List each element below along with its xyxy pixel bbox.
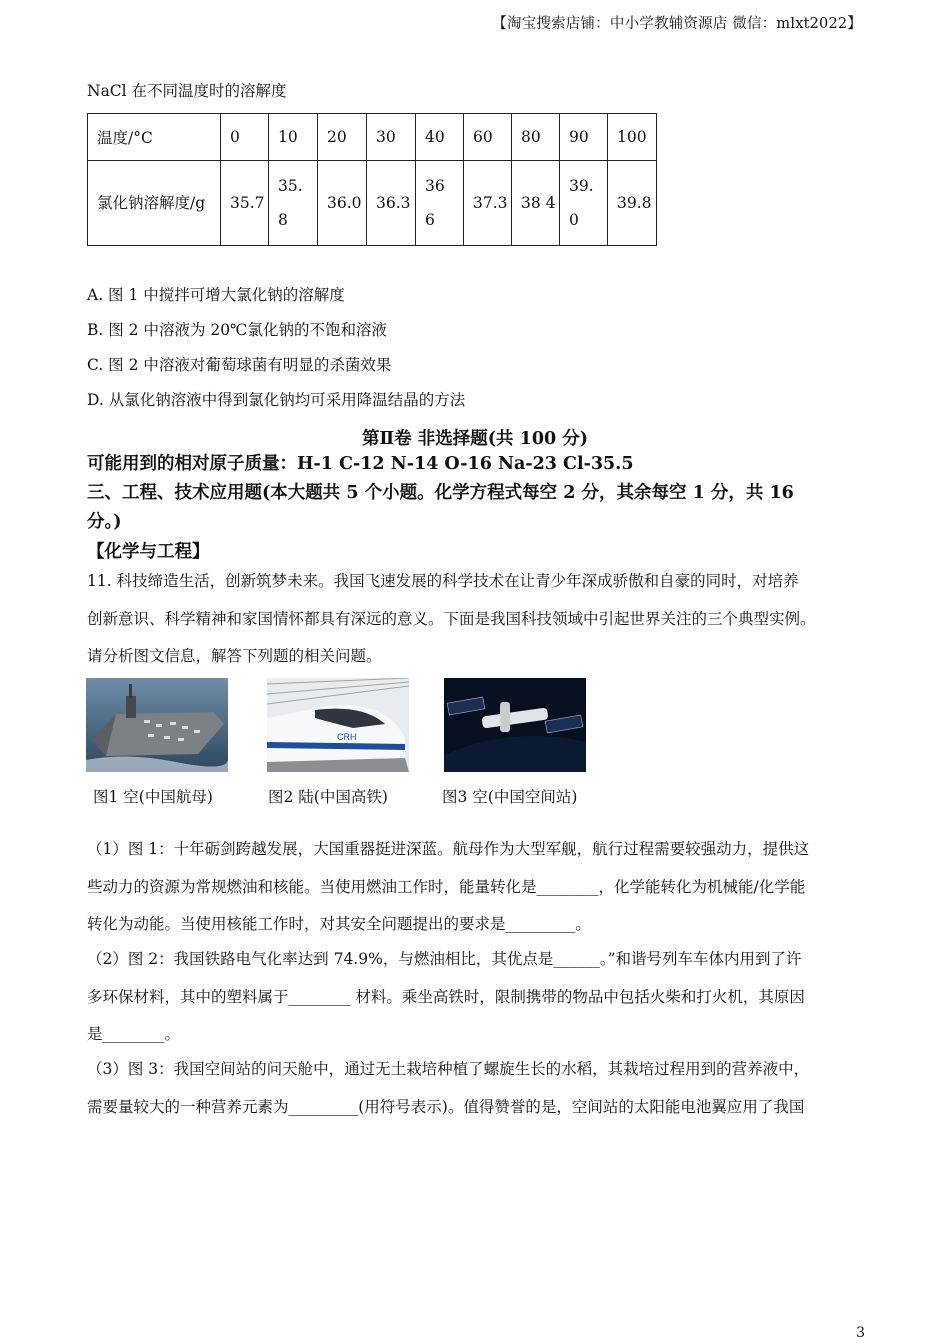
temperature-label: 温度/°C [88, 114, 221, 161]
temperature-cell: 40 [416, 114, 464, 161]
option-a: A. 图 1 中搅拌可增大氯化钠的溶解度 [87, 286, 345, 304]
option-b: B. 图 2 中溶液为 20℃氯化钠的不饱和溶液 [87, 321, 387, 339]
solubility-cell: 39. 0 [560, 161, 608, 246]
atomic-mass-line: 可能用到的相对原子质量：H-1 C-12 N-14 O-16 Na-23 Cl-35.5 [87, 454, 634, 474]
solubility-cell: 35.7 [221, 161, 269, 246]
q1-text-line: 些动力的资源为常规燃油和核能。当使用燃油工作时，能量转化是________，化学能转化为机械能/化学能 [87, 878, 806, 896]
temperature-row [88, 114, 657, 161]
q2-text-line: （2）图 2：我国铁路电气化率达到 74.9%，与燃油相比，其优点是______。”和谐号列车车体内用到了许 [87, 950, 802, 968]
q11-text-line: 11. 科技缔造生活，创新筑梦未来。我国飞速发展的科学技术在让青少年深成骄傲和自豪的同时，对培养 [87, 572, 799, 590]
solubility-table [87, 113, 657, 246]
option-c: C. 图 2 中溶液对葡萄球菌有明显的杀菌效果 [87, 356, 392, 374]
temperature-cell: 30 [367, 114, 416, 161]
solubility-cell: 38 4 [512, 161, 560, 246]
q1-text-line: （1）图 1：十年砺剑跨越发展，大国重器挺进深蓝。航母作为大型军舰，航行过程需要较强动力，提供这 [87, 840, 810, 858]
page-header: 【淘宝搜索店铺：中小学教辅资源店 微信：mlxt2022】 [492, 16, 862, 32]
option-d: D. 从氯化钠溶液中得到氯化钠均可采用降温结晶的方法 [87, 391, 466, 409]
solubility-cell: 35. 8 [269, 161, 318, 246]
temperature-cell: 100 [608, 114, 657, 161]
solubility-label: 氯化钠溶解度/g [88, 161, 221, 246]
figure3-caption: 图3 空(中国空间站) [442, 788, 578, 806]
solubility-cell: 36 6 [416, 161, 464, 246]
temperature-cell: 20 [318, 114, 367, 161]
high-speed-train-photo [267, 678, 409, 772]
q1-text-line: 转化为动能。当使用核能工作时，对其安全问题提出的要求是_________。 [87, 915, 591, 933]
figure2-caption: 图2 陆(中国高铁) [268, 788, 388, 806]
temperature-cell: 60 [464, 114, 512, 161]
solubility-row [88, 161, 657, 246]
solubility-cell: 36.0 [318, 161, 367, 246]
temperature-cell: 10 [269, 114, 318, 161]
solubility-cell: 37.3 [464, 161, 512, 246]
subsection-title: 【化学与工程】 [87, 542, 210, 562]
solubility-cell: 39.8 [608, 161, 657, 246]
aircraft-carrier-photo [86, 678, 228, 772]
temperature-cell: 90 [560, 114, 608, 161]
q11-text-line: 请分析图文信息，解答下列题的相关问题。 [87, 647, 382, 665]
q2-text-line: 是________。 [87, 1025, 181, 1043]
page-number: 3 [856, 1325, 865, 1341]
space-station-photo [444, 678, 586, 772]
q3-text-line: 需要量较大的一种营养元素为_________(用符号表示)。值得赞誉的是，空间站的太阳能电池翼应用了我国 [87, 1098, 805, 1116]
part2-title: 第Ⅱ卷 非选择题(共 100 分) [361, 429, 589, 449]
q2-text-line: 多环保材料，其中的塑料属于________ 材料。乘坐高铁时，限制携带的物品中包括火柴和打火机，其原因 [87, 988, 805, 1006]
q3-text-line: （3）图 3：我国空间站的问天舱中，通过无土栽培种植了螺旋生长的水稻，其栽培过程用到的营养液中， [87, 1060, 810, 1078]
table-title: NaCl 在不同温度时的溶解度 [87, 82, 287, 100]
temperature-cell: 80 [512, 114, 560, 161]
section3-heading: 三、工程、技术应用题(本大题共 5 个小题。化学方程式每空 2 分，其余每空 1 分，共 16 [87, 483, 794, 503]
q11-text-line: 创新意识、科学精神和家国情怀都具有深远的意义。下面是我国科技领域中引起世界关注的三个典型实例。 [87, 610, 816, 628]
solubility-cell: 36.3 [367, 161, 416, 246]
train-logo-text: CRH [337, 732, 357, 742]
figure1-caption: 图1 空(中国航母) [93, 788, 213, 806]
temperature-cell: 0 [221, 114, 269, 161]
section3-heading-cont: 分。) [87, 512, 122, 532]
